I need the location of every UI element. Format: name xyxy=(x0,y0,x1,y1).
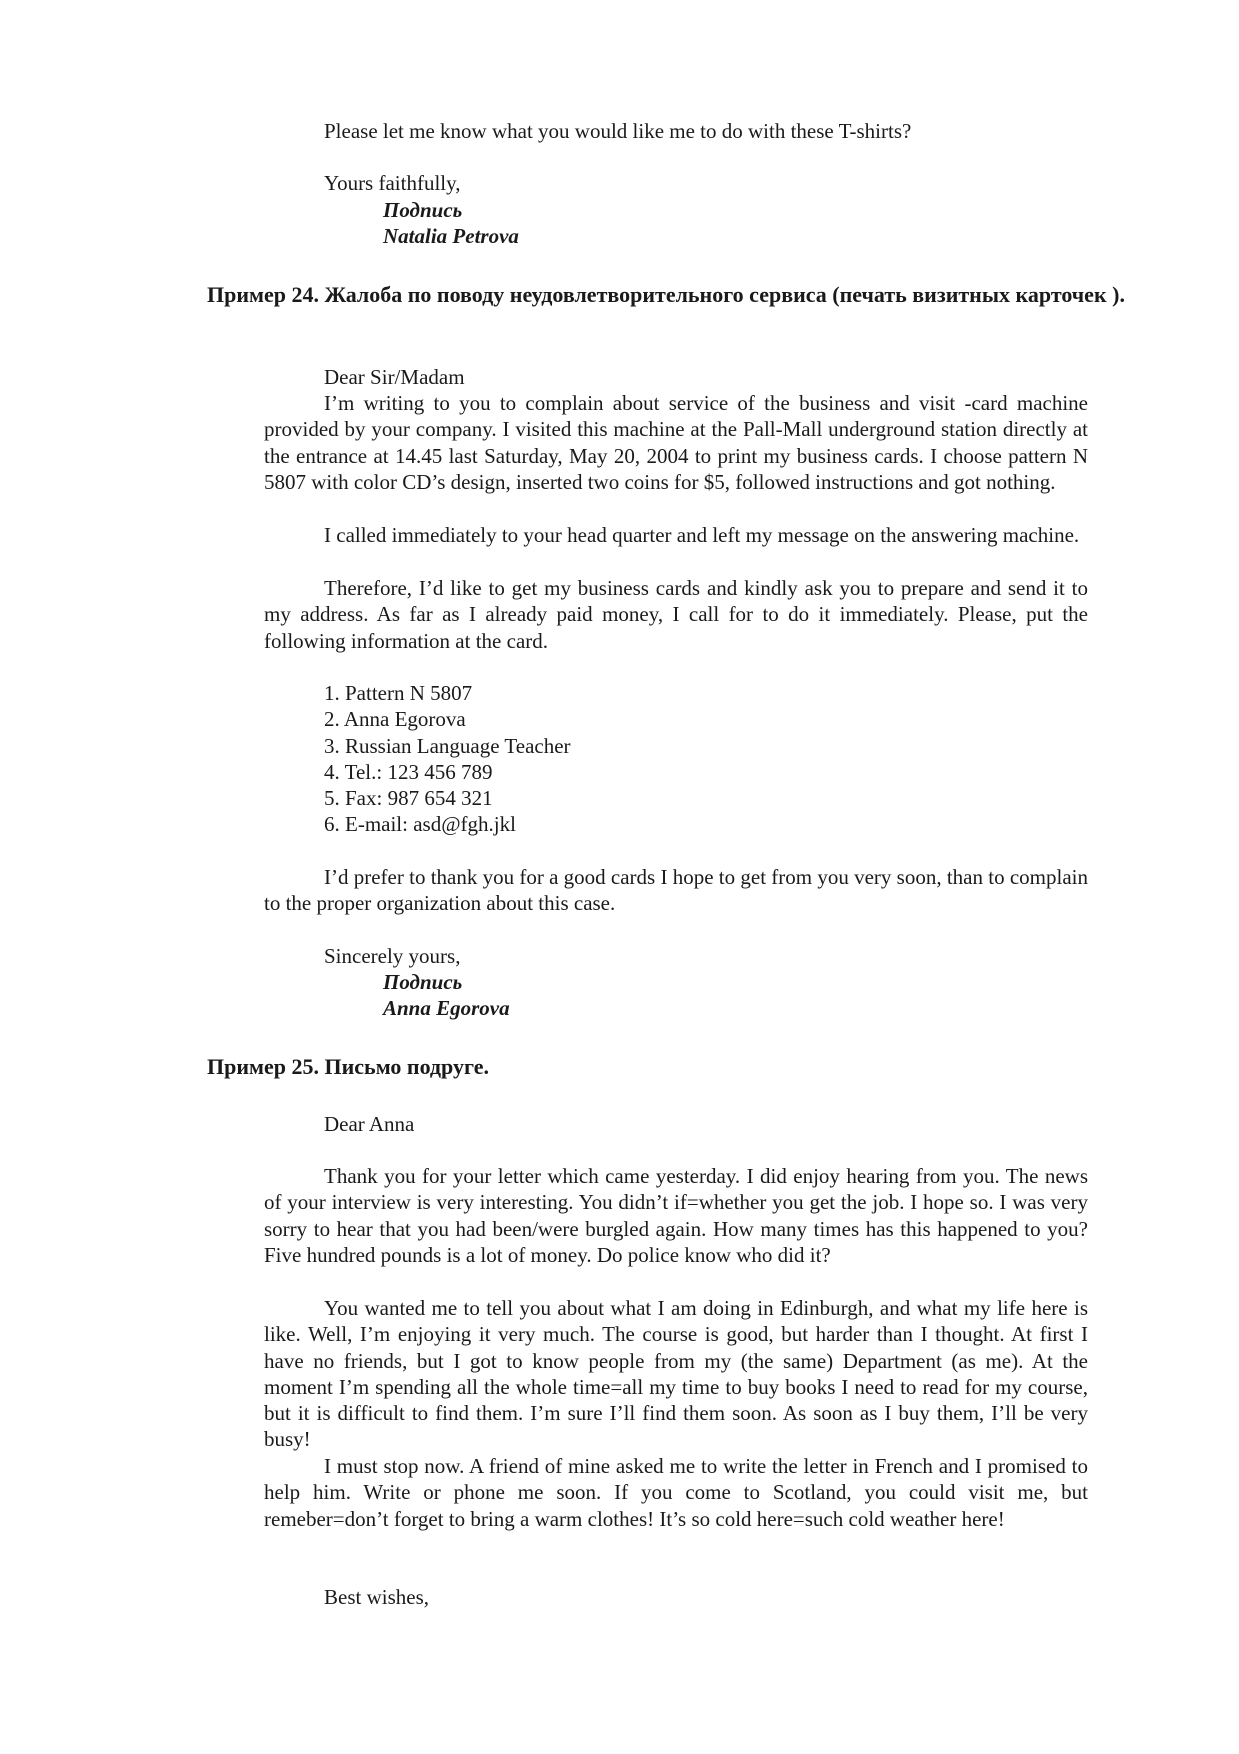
signature-placeholder: Подпись xyxy=(383,970,463,994)
example-25-heading: Пример 25. Письмо подруге. xyxy=(207,1054,489,1079)
letter-paragraph: You wanted me to tell you about what I am doing in Edinburgh, and what my life here is like. Well, I’m enjoying it very much. The course is good, but harder than I thought. At first I have no friends, but I got to know people from my (the same) Department (as me). At the moment I’m spending all the whole time=all my time to buy books I need to read for my course, but it is difficult to find them. I’m sure I’ll find them soon. As soon as I buy them, I’ll be very busy! xyxy=(264,1296,1088,1452)
salutation: Dear Sir/Madam xyxy=(324,365,465,389)
valediction: Best wishes, xyxy=(324,1585,429,1609)
signer-name: Anna Egorova xyxy=(383,996,510,1020)
list-item: 1. Pattern N 5807 xyxy=(324,681,473,705)
complaint-paragraph: I’m writing to you to complain about service of the business and visit -card machine provided by your company. I visited this machine at the Pall-Mall underground station directly at the entrance at 14.45 last Saturday, May 20, 2004 to print my business cards. I choose pattern N 5807 with color CD’s design, inserted two coins for $5, followed instructions and got nothing. xyxy=(264,391,1088,494)
salutation: Dear Anna xyxy=(324,1112,415,1136)
letter-paragraph: Thank you for your letter which came yesterday. I did enjoy hearing from you. The news of your interview is very interesting. You didn’t if=whether you get the job. I hope so. I was very sorry to hear that you had been/were burgled again. How many times has this happened to you? Five hundred pounds is a lot of money. Do police know who did it? xyxy=(264,1164,1088,1267)
list-item: 6. E-mail: asd@fgh.jkl xyxy=(324,812,516,837)
signer-name: Natalia Petrova xyxy=(383,224,519,248)
signature-placeholder: Подпись xyxy=(383,198,463,222)
example-24-heading: Пример 24. Жалоба по поводу неудовлетворительного сервиса (печать визитных карточек ). xyxy=(207,282,1125,307)
list-item: 5. Fax: 987 654 321 xyxy=(324,786,493,811)
closing-question: Please let me know what you would like me to do with these T-shirts? xyxy=(324,119,912,143)
valediction: Sincerely yours, xyxy=(324,944,461,968)
letter-paragraph: I must stop now. A friend of mine asked me to write the letter in French and I promised to help him. Write or phone me soon. If you come to Scotland, you could visit me, but remeber=don’t forget to bring a warm clothes! It’s so cold here=such cold weather here! xyxy=(264,1454,1088,1531)
complaint-paragraph: Therefore, I’d like to get my business cards and kindly ask you to prepare and send it to my address. As far as I already paid money, I call for to do it immediately. Please, put the following information at the card. xyxy=(264,576,1088,653)
closing-paragraph: I’d prefer to thank you for a good cards I hope to get from you very soon, than to complain to the proper organization about this case. xyxy=(264,865,1088,916)
list-item: 4. Tel.: 123 456 789 xyxy=(324,759,493,784)
valediction: Yours faithfully, xyxy=(324,171,461,195)
list-item: 3. Russian Language Teacher xyxy=(324,733,571,758)
card-info-list xyxy=(324,680,571,838)
list-item: 2. Anna Egorova xyxy=(324,707,466,732)
complaint-paragraph: I called immediately to your head quarter and left my message on the answering machine. xyxy=(324,523,1080,547)
